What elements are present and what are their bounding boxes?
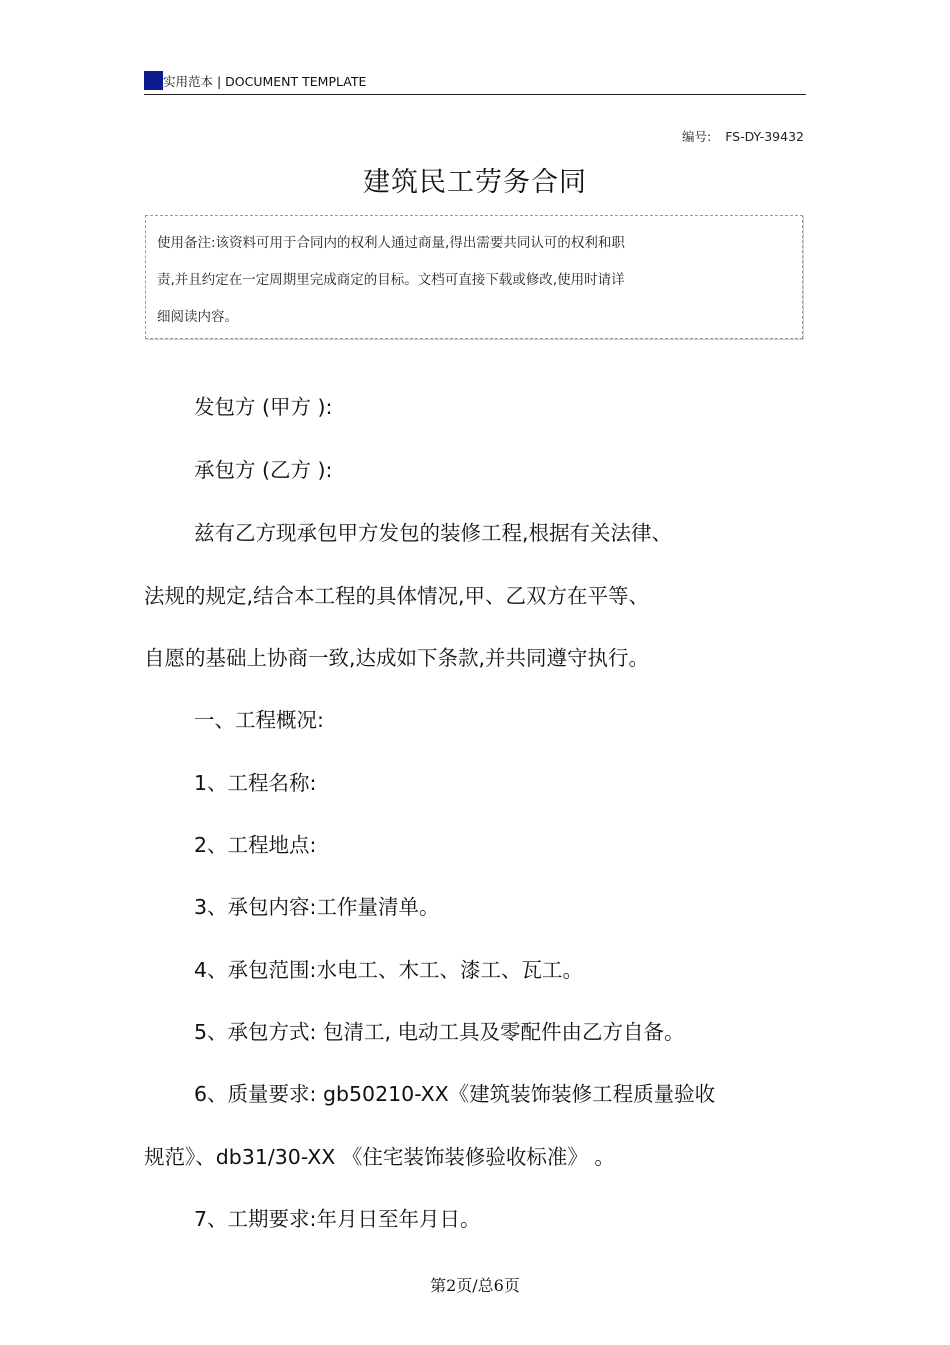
party-a-line: 发包方 (甲方 ): xyxy=(194,395,333,419)
usage-note-box xyxy=(145,215,803,339)
list-item-continuation: 规范》、db31/30-XX 《住宅装饰装修验收标准》 。 xyxy=(144,1145,615,1169)
usage-note-line: 使用备注:该资料可用于合同内的权利人通过商量,得出需要共同认可的权利和职 xyxy=(157,235,625,251)
brand-logo-square xyxy=(144,71,163,90)
list-item: 1、工程名称: xyxy=(194,771,317,795)
intro-paragraph-line: 兹有乙方现承包甲方发包的装修工程,根据有关法律、 xyxy=(194,521,673,545)
list-item: 7、工期要求:年月日至年月日。 xyxy=(194,1207,481,1231)
section-heading: 一、工程概况: xyxy=(194,708,324,732)
document-number-label: 编号: xyxy=(681,129,712,144)
document-header xyxy=(144,70,806,95)
document-title: 建筑民工劳务合同 xyxy=(363,167,587,198)
page-indicator: 第2页/总6页 xyxy=(430,1276,520,1295)
intro-paragraph-line: 自愿的基础上协商一致,达成如下条款,并共同遵守执行。 xyxy=(144,646,650,670)
party-b-line: 承包方 (乙方 ): xyxy=(194,458,333,482)
list-item: 2、工程地点: xyxy=(194,833,317,857)
list-item: 6、质量要求: gb50210-XX《建筑装饰装修工程质量验收 xyxy=(194,1082,716,1106)
usage-note-line: 细阅读内容。 xyxy=(157,309,238,325)
intro-paragraph-line: 法规的规定,结合本工程的具体情况,甲、乙双方在平等、 xyxy=(144,584,650,608)
list-item: 5、承包方式: 包清工, 电动工具及零配件由乙方自备。 xyxy=(194,1020,685,1044)
usage-note-line: 责,并且约定在一定周期里完成商定的目标。文档可直接下载或修改,使用时请详 xyxy=(157,272,625,288)
brand-label: 实用范本 | DOCUMENT TEMPLATE xyxy=(163,74,367,89)
list-item: 4、承包范围:水电工、木工、漆工、瓦工。 xyxy=(194,958,583,982)
list-item: 3、承包内容:工作量清单。 xyxy=(194,895,440,919)
document-number-value: FS-DY-39432 xyxy=(725,129,804,144)
document-number xyxy=(682,127,804,145)
